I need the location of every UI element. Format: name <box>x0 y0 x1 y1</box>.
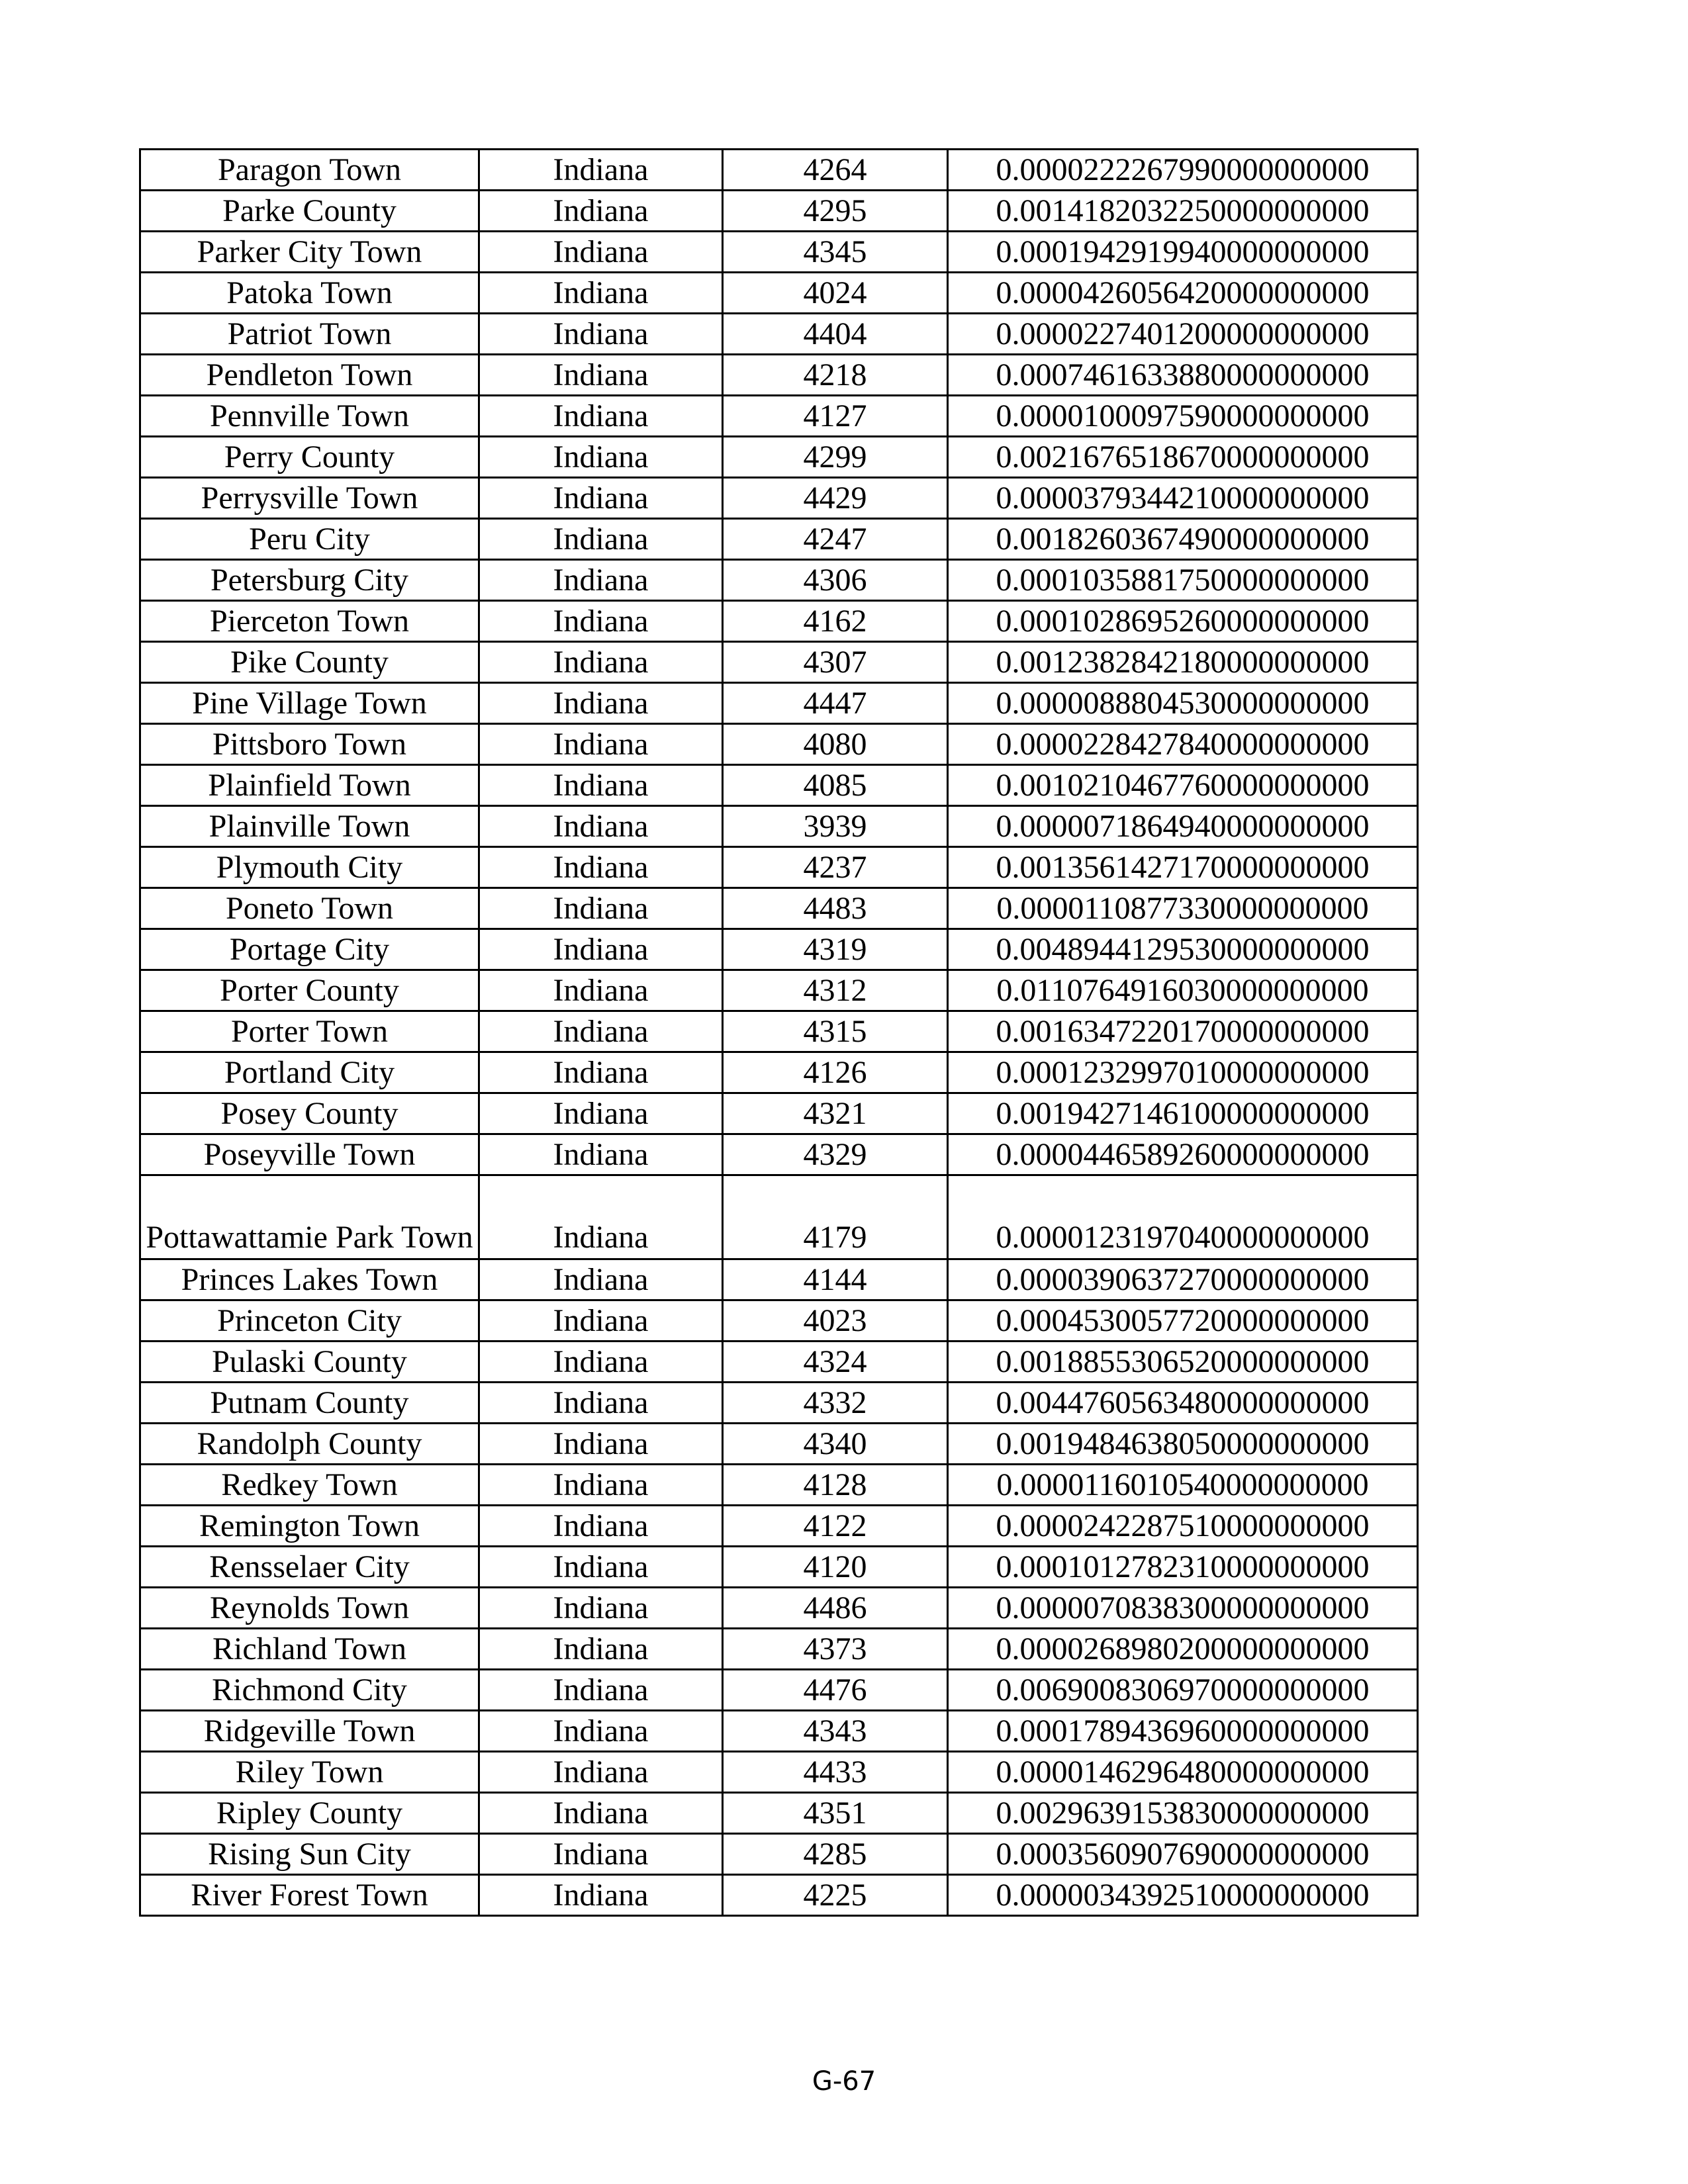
table-row <box>140 150 1418 191</box>
table-row <box>140 806 1418 847</box>
allocation-cell: 0.0007461633880000000000 <box>948 355 1418 396</box>
table-row <box>140 191 1418 232</box>
municipality-cell: Plainville Town <box>140 806 479 847</box>
allocation-cell: 0.0001035881750000000000 <box>948 560 1418 601</box>
allocation-cell: 0.0000446589260000000000 <box>948 1134 1418 1175</box>
id-cell: 4324 <box>723 1342 948 1383</box>
municipality-cell: Putnam County <box>140 1383 479 1424</box>
table-row <box>140 437 1418 478</box>
municipality-cell: Pittsboro Town <box>140 724 479 765</box>
state-cell: Indiana <box>479 1259 723 1300</box>
state-cell: Indiana <box>479 1711 723 1752</box>
state-cell: Indiana <box>479 1424 723 1465</box>
allocation-cell: 0.0013561427170000000000 <box>948 847 1418 888</box>
allocation-cell: 0.0016347220170000000000 <box>948 1011 1418 1052</box>
allocation-table <box>139 148 1419 1917</box>
allocation-cell: 0.0029639153830000000000 <box>948 1793 1418 1834</box>
id-cell: 4321 <box>723 1093 948 1134</box>
state-cell: Indiana <box>479 1342 723 1383</box>
municipality-cell: Patriot Town <box>140 314 479 355</box>
allocation-cell: 0.0001789436960000000000 <box>948 1711 1418 1752</box>
id-cell: 4218 <box>723 355 948 396</box>
municipality-cell: Ripley County <box>140 1793 479 1834</box>
table-row <box>140 1424 1418 1465</box>
id-cell: 4247 <box>723 519 948 560</box>
state-cell: Indiana <box>479 806 723 847</box>
state-cell: Indiana <box>479 1300 723 1342</box>
allocation-cell: 0.0000034392510000000000 <box>948 1875 1418 1916</box>
allocation-cell: 0.0001942919940000000000 <box>948 232 1418 273</box>
allocation-cell: 0.0000242287510000000000 <box>948 1506 1418 1547</box>
allocation-cell: 0.0000116010540000000000 <box>948 1465 1418 1506</box>
state-cell: Indiana <box>479 314 723 355</box>
state-cell: Indiana <box>479 1793 723 1834</box>
municipality-cell: Plymouth City <box>140 847 479 888</box>
state-cell: Indiana <box>479 1547 723 1588</box>
table-row <box>140 1175 1418 1259</box>
id-cell: 4122 <box>723 1506 948 1547</box>
municipality-cell: Parker City Town <box>140 232 479 273</box>
state-cell: Indiana <box>479 765 723 806</box>
table-row <box>140 1383 1418 1424</box>
id-cell: 4373 <box>723 1629 948 1670</box>
table-row <box>140 519 1418 560</box>
table-row <box>140 601 1418 642</box>
municipality-cell: Plainfield Town <box>140 765 479 806</box>
allocation-cell: 0.0001028695260000000000 <box>948 601 1418 642</box>
id-cell: 4295 <box>723 191 948 232</box>
table-row <box>140 1547 1418 1588</box>
id-cell: 4120 <box>723 1547 948 1588</box>
table-row <box>140 888 1418 929</box>
id-cell: 4345 <box>723 232 948 273</box>
table-row <box>140 765 1418 806</box>
id-cell: 4447 <box>723 683 948 724</box>
municipality-cell: Remington Town <box>140 1506 479 1547</box>
table-row <box>140 273 1418 314</box>
municipality-cell: Poneto Town <box>140 888 479 929</box>
table-row <box>140 1834 1418 1875</box>
state-cell: Indiana <box>479 1670 723 1711</box>
state-cell: Indiana <box>479 888 723 929</box>
state-cell: Indiana <box>479 191 723 232</box>
municipality-cell: Pulaski County <box>140 1342 479 1383</box>
state-cell: Indiana <box>479 1093 723 1134</box>
table-row <box>140 1134 1418 1175</box>
state-cell: Indiana <box>479 560 723 601</box>
id-cell: 4340 <box>723 1424 948 1465</box>
id-cell: 4307 <box>723 642 948 683</box>
municipality-cell: Redkey Town <box>140 1465 479 1506</box>
municipality-cell: Parke County <box>140 191 479 232</box>
table-row <box>140 314 1418 355</box>
table-row <box>140 724 1418 765</box>
municipality-cell: Riley Town <box>140 1752 479 1793</box>
allocation-cell: 0.0001012782310000000000 <box>948 1547 1418 1588</box>
state-cell: Indiana <box>479 1506 723 1547</box>
allocation-cell: 0.0012382842180000000000 <box>948 642 1418 683</box>
allocation-cell: 0.0000268980200000000000 <box>948 1629 1418 1670</box>
municipality-cell: Perrysville Town <box>140 478 479 519</box>
id-cell: 4299 <box>723 437 948 478</box>
state-cell: Indiana <box>479 519 723 560</box>
state-cell: Indiana <box>479 724 723 765</box>
id-cell: 4023 <box>723 1300 948 1342</box>
id-cell: 4476 <box>723 1670 948 1711</box>
state-cell: Indiana <box>479 1383 723 1424</box>
id-cell: 4080 <box>723 724 948 765</box>
municipality-cell: Poseyville Town <box>140 1134 479 1175</box>
allocation-cell: 0.0001232997010000000000 <box>948 1052 1418 1093</box>
state-cell: Indiana <box>479 478 723 519</box>
allocation-cell: 0.0019484638050000000000 <box>948 1424 1418 1465</box>
table-row <box>140 1793 1418 1834</box>
state-cell: Indiana <box>479 1875 723 1916</box>
municipality-cell: Rensselaer City <box>140 1547 479 1588</box>
state-cell: Indiana <box>479 970 723 1011</box>
table-row <box>140 1670 1418 1711</box>
municipality-cell: Patoka Town <box>140 273 479 314</box>
municipality-cell: Perry County <box>140 437 479 478</box>
allocation-cell: 0.0000088804530000000000 <box>948 683 1418 724</box>
municipality-cell: Portland City <box>140 1052 479 1093</box>
table-row <box>140 929 1418 970</box>
allocation-cell: 0.0000110877330000000000 <box>948 888 1418 929</box>
allocation-cell: 0.0010210467760000000000 <box>948 765 1418 806</box>
allocation-cell: 0.0000070838300000000000 <box>948 1588 1418 1629</box>
municipality-cell: Princeton City <box>140 1300 479 1342</box>
id-cell: 3939 <box>723 806 948 847</box>
table-row <box>140 1093 1418 1134</box>
allocation-cell: 0.0004530057720000000000 <box>948 1300 1418 1342</box>
table-row <box>140 683 1418 724</box>
state-cell: Indiana <box>479 642 723 683</box>
id-cell: 4237 <box>723 847 948 888</box>
table-row <box>140 1011 1418 1052</box>
municipality-cell: Porter County <box>140 970 479 1011</box>
id-cell: 4329 <box>723 1134 948 1175</box>
municipality-cell: River Forest Town <box>140 1875 479 1916</box>
table-row <box>140 1875 1418 1916</box>
table-row <box>140 1588 1418 1629</box>
municipality-cell: Pike County <box>140 642 479 683</box>
allocation-cell: 0.0000222267990000000000 <box>948 150 1418 191</box>
id-cell: 4306 <box>723 560 948 601</box>
allocation-cell: 0.0000390637270000000000 <box>948 1259 1418 1300</box>
municipality-cell: Pottawattamie Park Town <box>140 1175 479 1259</box>
allocation-cell: 0.0000227401200000000000 <box>948 314 1418 355</box>
id-cell: 4404 <box>723 314 948 355</box>
table-row <box>140 232 1418 273</box>
table-row <box>140 560 1418 601</box>
id-cell: 4332 <box>723 1383 948 1424</box>
id-cell: 4315 <box>723 1011 948 1052</box>
id-cell: 4483 <box>723 888 948 929</box>
allocation-cell: 0.0048944129530000000000 <box>948 929 1418 970</box>
table-row <box>140 1506 1418 1547</box>
state-cell: Indiana <box>479 1629 723 1670</box>
municipality-cell: Porter Town <box>140 1011 479 1052</box>
municipality-cell: Pennville Town <box>140 396 479 437</box>
allocation-cell: 0.0018855306520000000000 <box>948 1342 1418 1383</box>
id-cell: 4126 <box>723 1052 948 1093</box>
id-cell: 4179 <box>723 1175 948 1259</box>
id-cell: 4225 <box>723 1875 948 1916</box>
municipality-cell: Posey County <box>140 1093 479 1134</box>
state-cell: Indiana <box>479 1134 723 1175</box>
allocation-table-body <box>140 150 1418 1916</box>
municipality-cell: Princes Lakes Town <box>140 1259 479 1300</box>
id-cell: 4351 <box>723 1793 948 1834</box>
municipality-cell: Portage City <box>140 929 479 970</box>
state-cell: Indiana <box>479 601 723 642</box>
state-cell: Indiana <box>479 437 723 478</box>
allocation-cell: 0.0000379344210000000000 <box>948 478 1418 519</box>
table-row <box>140 1711 1418 1752</box>
allocation-cell: 0.0000123197040000000000 <box>948 1175 1418 1259</box>
allocation-cell: 0.0110764916030000000000 <box>948 970 1418 1011</box>
id-cell: 4162 <box>723 601 948 642</box>
municipality-cell: Paragon Town <box>140 150 479 191</box>
id-cell: 4343 <box>723 1711 948 1752</box>
municipality-cell: Richmond City <box>140 1670 479 1711</box>
id-cell: 4264 <box>723 150 948 191</box>
state-cell: Indiana <box>479 232 723 273</box>
state-cell: Indiana <box>479 150 723 191</box>
municipality-cell: Pine Village Town <box>140 683 479 724</box>
state-cell: Indiana <box>479 1011 723 1052</box>
table-row <box>140 1259 1418 1300</box>
allocation-cell: 0.0000146296480000000000 <box>948 1752 1418 1793</box>
municipality-cell: Petersburg City <box>140 560 479 601</box>
municipality-cell: Pierceton Town <box>140 601 479 642</box>
table-row <box>140 396 1418 437</box>
state-cell: Indiana <box>479 1752 723 1793</box>
municipality-cell: Richland Town <box>140 1629 479 1670</box>
state-cell: Indiana <box>479 1588 723 1629</box>
allocation-cell: 0.0044760563480000000000 <box>948 1383 1418 1424</box>
allocation-cell: 0.0018260367490000000000 <box>948 519 1418 560</box>
state-cell: Indiana <box>479 1465 723 1506</box>
municipality-cell: Ridgeville Town <box>140 1711 479 1752</box>
id-cell: 4128 <box>723 1465 948 1506</box>
table-row <box>140 355 1418 396</box>
allocation-cell: 0.0021676518670000000000 <box>948 437 1418 478</box>
municipality-cell: Rising Sun City <box>140 1834 479 1875</box>
allocation-cell: 0.0019427146100000000000 <box>948 1093 1418 1134</box>
table-row <box>140 1052 1418 1093</box>
allocation-cell: 0.0069008306970000000000 <box>948 1670 1418 1711</box>
table-row <box>140 1300 1418 1342</box>
id-cell: 4085 <box>723 765 948 806</box>
allocation-cell: 0.0014182032250000000000 <box>948 191 1418 232</box>
id-cell: 4433 <box>723 1752 948 1793</box>
state-cell: Indiana <box>479 847 723 888</box>
id-cell: 4127 <box>723 396 948 437</box>
municipality-cell: Peru City <box>140 519 479 560</box>
state-cell: Indiana <box>479 1834 723 1875</box>
municipality-cell: Reynolds Town <box>140 1588 479 1629</box>
table-row <box>140 1629 1418 1670</box>
state-cell: Indiana <box>479 396 723 437</box>
id-cell: 4144 <box>723 1259 948 1300</box>
state-cell: Indiana <box>479 355 723 396</box>
municipality-cell: Randolph County <box>140 1424 479 1465</box>
municipality-cell: Pendleton Town <box>140 355 479 396</box>
id-cell: 4486 <box>723 1588 948 1629</box>
id-cell: 4312 <box>723 970 948 1011</box>
state-cell: Indiana <box>479 929 723 970</box>
id-cell: 4024 <box>723 273 948 314</box>
table-row <box>140 970 1418 1011</box>
state-cell: Indiana <box>479 1175 723 1259</box>
state-cell: Indiana <box>479 273 723 314</box>
table-row <box>140 478 1418 519</box>
id-cell: 4429 <box>723 478 948 519</box>
id-cell: 4285 <box>723 1834 948 1875</box>
id-cell: 4319 <box>723 929 948 970</box>
table-row <box>140 642 1418 683</box>
page-number: G-67 <box>812 2066 876 2097</box>
table-row <box>140 1465 1418 1506</box>
allocation-cell: 0.0000228427840000000000 <box>948 724 1418 765</box>
table-row <box>140 1342 1418 1383</box>
allocation-cell: 0.0000426056420000000000 <box>948 273 1418 314</box>
table-row <box>140 847 1418 888</box>
state-cell: Indiana <box>479 683 723 724</box>
table-row <box>140 1752 1418 1793</box>
allocation-cell: 0.0000100097590000000000 <box>948 396 1418 437</box>
allocation-cell: 0.0000071864940000000000 <box>948 806 1418 847</box>
state-cell: Indiana <box>479 1052 723 1093</box>
allocation-cell: 0.0003560907690000000000 <box>948 1834 1418 1875</box>
